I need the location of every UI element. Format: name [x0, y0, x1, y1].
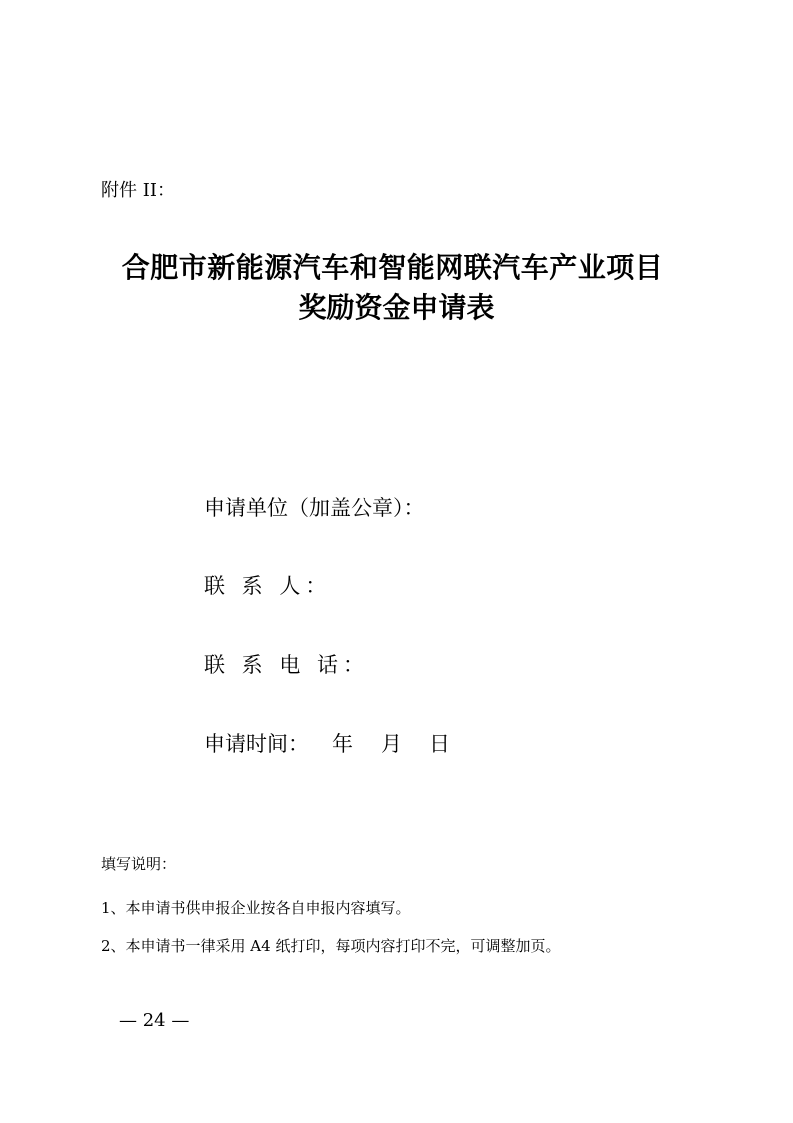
document-title-line-2: 奖励资金申请表	[298, 291, 495, 324]
page-number: — 24 —	[119, 1010, 190, 1031]
date-year-label: 年	[332, 732, 353, 756]
contact-phone-label: 联 系 电 话：	[204, 653, 370, 677]
date-month-label: 月	[381, 732, 402, 756]
apply-date-label: 申请时间：	[204, 732, 309, 756]
contact-person-label: 联 系 人：	[204, 574, 332, 598]
attachment-label: 附件 II：	[101, 180, 175, 201]
applicant-unit-label: 申请单位（加盖公章）：	[204, 496, 425, 520]
instruction-item: 1、本申请书供申报企业按各自申报内容填写。	[101, 899, 411, 917]
date-day-label: 日	[429, 732, 450, 756]
instruction-item: 2、本申请书一律采用 A4 纸打印，每项内容打印不完，可调整加页。	[101, 937, 561, 955]
document-title-line-1: 合肥市新能源汽车和智能网联汽车产业项目	[121, 251, 664, 284]
instructions-title: 填写说明：	[101, 855, 177, 873]
